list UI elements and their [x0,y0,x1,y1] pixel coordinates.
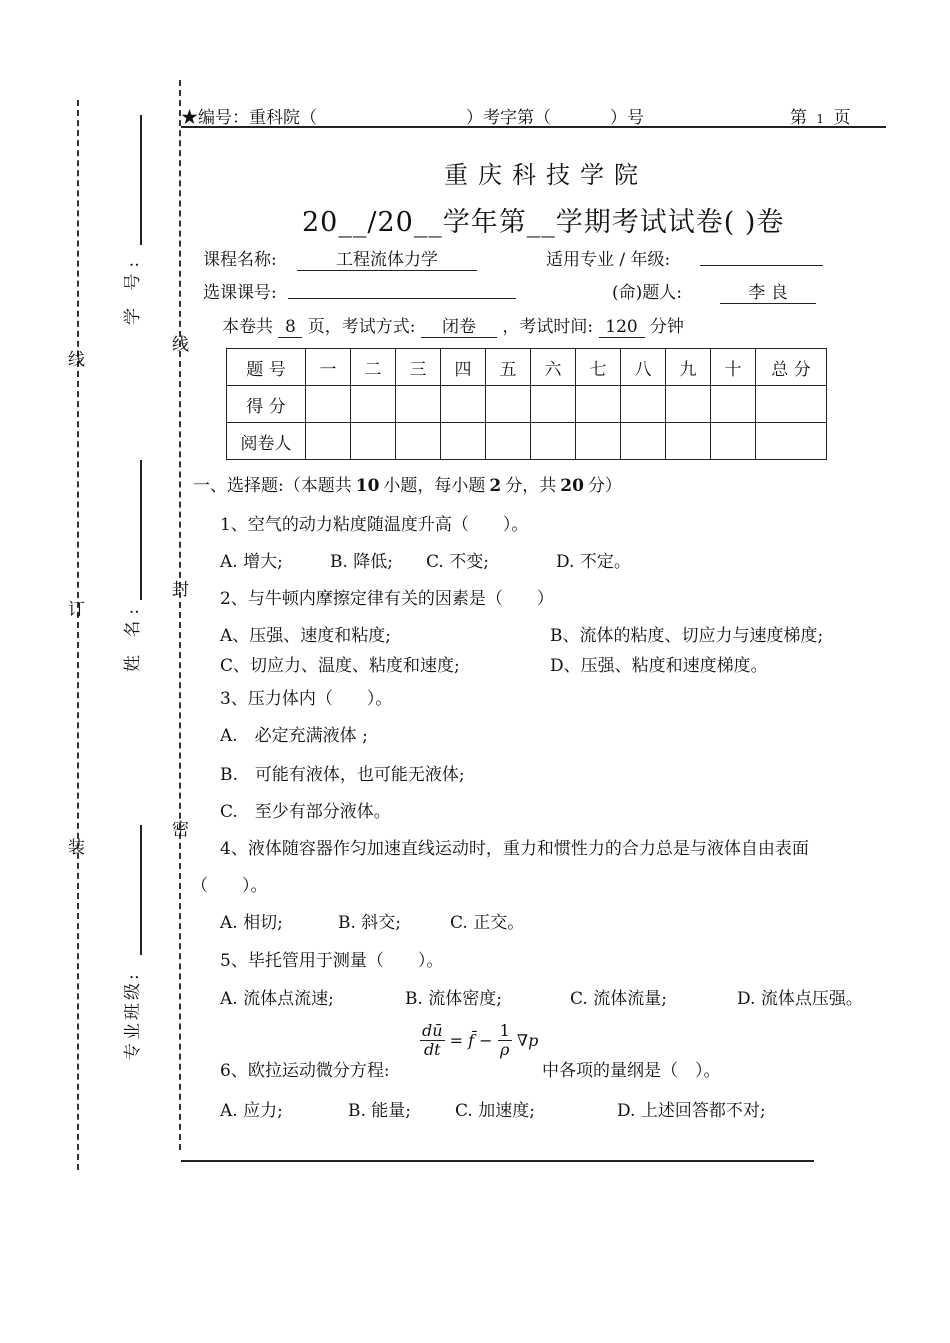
major-class-label: 专业班级: [123,971,143,1060]
q2-option-a: A、压强、速度和粘度; [220,626,392,646]
inner-margin-label-3: 密 [172,820,189,840]
section-suffix: 分） [587,476,622,496]
q1-option-a: A. 增大; [220,552,283,572]
grader-cell[interactable] [531,423,576,460]
name-fill-line [140,460,142,600]
section-each-score: 2 [489,476,502,496]
q4-option-c: C. 正交。 [450,913,525,933]
q1-option-b: B. 降低; [330,552,394,572]
question-1: 1、空气的动力粘度随温度升高（ ）。 [220,515,529,535]
exam-mode: 闭卷 [421,312,497,338]
q3-option-c: C. 至少有部分液体。 [220,802,391,822]
header-serial-label: ★编号：重科院（ [181,108,317,128]
major-grade-label: 适用专业 / 年级: [546,250,671,270]
q1-option-c: C. 不变; [426,552,489,572]
question-6-suffix: 中各项的量纲是（ ）。 [542,1061,721,1081]
header-exam-word-label: ）考字第（ [466,108,551,128]
major-class-fill-line [140,825,142,955]
header-cell-4: 四 [441,349,486,386]
section-count: 10 [355,476,380,496]
time-suffix: 分钟 [649,317,684,337]
score-cell[interactable] [396,386,441,423]
q3-option-a: A. 必定充满液体 ; [220,726,368,746]
major-grade-field [700,245,823,266]
header-cell-2: 二 [351,349,396,386]
section-total-score: 20 [560,476,584,496]
formula-lhs-numerator: dū [422,1021,443,1040]
q5-option-c: C. 流体流量; [570,989,667,1009]
grader-cell[interactable] [351,423,396,460]
class-number-value [288,278,516,304]
grader-cell[interactable] [621,423,666,460]
score-row-label: 得 分 [227,386,306,423]
class-number-label: 选课课号: [203,283,277,303]
grader-cell[interactable] [486,423,531,460]
score-cell[interactable] [576,386,621,423]
course-name-field: 工程流体力学 [297,245,477,271]
score-cell[interactable] [666,386,711,423]
grader-row-label: 阅卷人 [227,423,306,460]
q5-option-a: A. 流体点流速; [220,989,334,1009]
inner-dashed-cut-line [179,80,181,1150]
header-cell-question-no: 题 号 [227,349,306,386]
pages-prefix: 本卷共 [222,317,273,337]
question-4-line-1: 4、液体随容器作匀加速直线运动时，重力和惯性力的合力总是与液体自由表面 [220,839,809,859]
question-4-line-2: （ ）。 [191,876,268,896]
section-heading [193,471,622,496]
student-id-fill-line [140,115,142,245]
score-cell[interactable] [486,386,531,423]
q2-option-d: D、压强、粘度和速度梯度。 [550,656,768,676]
q5-option-b: B. 流体密度; [405,989,503,1009]
q6-option-d: D. 上述回答都不对; [617,1101,766,1121]
major-grade-value [700,245,823,271]
formula-rhs-fraction [498,1022,512,1059]
grader-cell[interactable] [306,423,351,460]
section-mid1: 小题，每小题 [383,476,486,496]
score-cell[interactable] [531,386,576,423]
grader-cell[interactable] [396,423,441,460]
formula-lhs-denominator: dt [423,1040,441,1059]
page-suffix: 页 [833,108,851,128]
score-cell[interactable] [621,386,666,423]
header-cell-7: 七 [576,349,621,386]
grader-cell[interactable] [711,423,756,460]
question-setter-label: (命)题人: [612,283,682,303]
score-table [226,348,827,460]
inner-margin-label-2: 封 [172,580,189,600]
outer-margin-label-2: 订 [68,600,85,620]
header-number-suffix: ）号 [610,108,644,128]
header-cell-8: 八 [621,349,666,386]
question-setter-value [720,278,816,304]
question-3: 3、压力体内（ ）。 [220,689,393,709]
course-name-value [297,245,477,271]
header-cell-total: 总 分 [756,349,827,386]
score-row [227,386,827,423]
score-cell[interactable] [351,386,396,423]
q6-option-a: A. 应力; [220,1101,283,1121]
exam-details-line [222,312,684,338]
grader-row [227,423,827,460]
q6-option-c: C. 加速度; [455,1101,535,1121]
formula-middle: = f̄ − [449,1031,493,1050]
question-5: 5、毕托管用于测量（ ）。 [220,951,444,971]
header-cell-1: 一 [306,349,351,386]
inner-margin-label-1: 线 [172,335,189,355]
name-label: 姓 名: [123,602,143,672]
q5-option-d: D. 流体点压强。 [737,989,863,1009]
section-prefix: 一、选择题:（本题共 [193,476,352,496]
question-setter-field: 李 良 [720,278,816,304]
header-cell-6: 六 [531,349,576,386]
header-cell-5: 五 [486,349,531,386]
q4-option-b: B. 斜交; [338,913,402,933]
score-cell[interactable] [711,386,756,423]
school-name: 重庆科技学院 [444,161,648,189]
score-cell[interactable] [441,386,486,423]
grader-cell[interactable] [441,423,486,460]
grader-cell[interactable] [576,423,621,460]
time-prefix: ，考试时间: [502,317,594,337]
footer-rule [181,1160,814,1162]
q3-option-b: B. 可能有液体，也可能无液体; [220,765,465,785]
header-cell-3: 三 [396,349,441,386]
outer-margin-label-1: 线 [68,350,85,370]
page-number: 1 [816,112,825,126]
page-prefix: 第 [790,108,807,128]
grader-cell-total[interactable] [756,423,827,460]
header-cell-9: 九 [666,349,711,386]
q2-option-b: B、流体的粘度、切应力与速度梯度; [550,626,824,646]
grader-cell[interactable] [666,423,711,460]
outer-margin-label-3: 装 [68,838,85,858]
score-cell-total[interactable] [756,386,827,423]
euler-equation-formula [420,1022,538,1059]
score-cell[interactable] [306,386,351,423]
outer-dashed-binding-line [77,100,79,1170]
q4-option-a: A. 相切; [220,913,283,933]
header-rule [181,126,886,128]
exam-title: 20__/20__学年第__学期考试试卷( )卷 [302,207,785,238]
formula-gradient: ∇p [516,1031,539,1050]
score-table-header-row [227,349,827,386]
section-mid2: 分，共 [505,476,557,496]
class-number-field [288,278,516,299]
q6-option-b: B. 能量; [348,1101,412,1121]
page-indicator [790,103,850,128]
formula-rhs-denominator: ρ [500,1040,510,1059]
q2-option-c: C、切应力、温度、粘度和速度; [220,656,460,676]
question-6-prefix: 6、欧拉运动微分方程: [220,1061,390,1081]
exam-duration: 120 [599,317,645,338]
formula-lhs-fraction [420,1022,445,1059]
pages-suffix: 页，考试方式: [307,317,416,337]
header-cell-10: 十 [711,349,756,386]
course-name-label: 课程名称: [203,250,277,270]
formula-rhs-numerator: 1 [499,1021,510,1040]
question-2: 2、与牛顿内摩擦定律有关的因素是（ ） [220,589,554,609]
q1-option-d: D. 不定。 [556,552,631,572]
pages-count: 8 [278,317,302,338]
student-id-label: 学 号: [123,255,143,325]
